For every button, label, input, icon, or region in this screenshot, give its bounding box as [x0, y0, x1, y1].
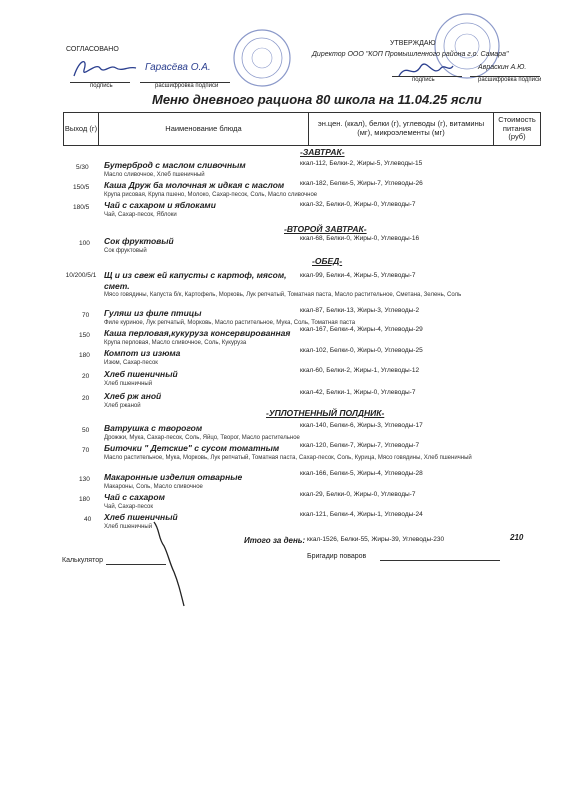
item-nutrition: ккал-121, Белки-4, Жиры-1, Углеводы-24	[300, 511, 423, 518]
item-ingredients: Масло сливочное, Хлеб пшеничный	[104, 172, 205, 178]
signature-label-left: подпись	[90, 83, 113, 89]
signature-label-right: подпись	[412, 77, 435, 83]
item-nutrition: ккал-166, Белки-5, Жиры-4, Углеводы-28	[300, 470, 423, 477]
item-ingredients: Крупа перловая, Масло сливочное, Соль, Кукуруза	[104, 340, 247, 346]
item-output: 20	[82, 373, 90, 380]
item-output: 150/5	[73, 184, 90, 191]
section-title: -УПЛОТНЕННЫЙ ПОЛДНИК-	[266, 408, 385, 418]
page-title: Меню дневного рациона 80 школа на 11.04.25 ясли	[152, 92, 482, 107]
totals-cost: 210	[510, 533, 524, 542]
item-ingredients: Чай, Сахар-песок, Яблоки	[104, 212, 177, 218]
item-nutrition: ккал-112, Белки-2, Жиры-5, Углеводы-15	[300, 160, 423, 167]
item-ingredients: Крупа рисовая, Крупа пшено, Молоко, Сахар-песок, Соль, Масло сливочное	[104, 192, 318, 198]
item-output: 5/30	[76, 164, 89, 171]
totals-label: Итого за день:	[244, 536, 306, 545]
item-name: Ватрушка с творогом	[104, 423, 203, 433]
approved-left-label: СОГЛАСОВАНО	[66, 46, 119, 53]
item-ingredients: Хлеб ржаной	[104, 403, 141, 409]
item-ingredients: Изюм, Сахар-песок	[104, 360, 158, 366]
director-name: Авраскин А.Ю.	[478, 64, 527, 71]
item-name: Биточки " Детские" с сусом томатным	[104, 443, 280, 453]
item-nutrition: ккал-140, Белки-6, Жиры-3, Углеводы-17	[300, 422, 423, 429]
item-name: Каша Друж ба молочная ж идкая с маслом	[104, 180, 285, 190]
item-nutrition: ккал-99, Белки-4, Жиры-5, Углеводы-7	[300, 272, 416, 279]
stamp-left	[232, 28, 292, 88]
item-name: Чай с сахаром	[104, 492, 165, 502]
item-ingredients: Мясо говядины, Капуста б/к, Картофель, Морковь, Лук репчатый, Томатная паста, Масло растительное, Сметана, Зелень, Соль	[104, 292, 462, 298]
item-output: 180/5	[73, 204, 90, 211]
item-output: 70	[82, 447, 90, 454]
section-title: -ОБЕД-	[312, 256, 343, 266]
section-title: -ВТОРОЙ ЗАВТРАК-	[284, 224, 367, 234]
item-nutrition: ккал-102, Белки-0, Жиры-0, Углеводы-25	[300, 347, 423, 354]
item-nutrition: ккал-42, Белки-1, Жиры-0, Углеводы-7	[300, 389, 416, 396]
item-name: Хлеб пшеничный	[104, 369, 178, 379]
totals-value: ккал-1526, Белки-55, Жиры-39, Углеводы-230	[307, 536, 445, 543]
item-name: Гуляш из филе птицы	[104, 308, 202, 318]
decoding-label-left: расшифровка подписи	[155, 83, 219, 89]
item-ingredients: Чай, Сахар-песок	[104, 504, 153, 510]
item-output: 50	[82, 427, 90, 434]
item-name: Хлеб рж аной	[104, 391, 162, 401]
item-nutrition: ккал-29, Белки-0, Жиры-0, Углеводы-7	[300, 491, 416, 498]
item-output: 180	[79, 352, 90, 359]
item-name: Щ и из свеж ей капусты с картоф, мясом, смет.	[104, 270, 287, 291]
col-cost-header: Стоимость питания (руб)	[493, 112, 541, 146]
item-name: Каша перловая,кукуруза консервированная	[104, 328, 291, 338]
item-ingredients: Масло растительное, Мука, Морковь, Лук репчатый, Томатная паста, Сахар-песок, Соль, Курица, Мясо говядины, Хлеб пшеничный	[104, 455, 472, 461]
section-title: -ЗАВТРАК-	[300, 147, 345, 157]
signature-left	[70, 56, 140, 82]
brigadier-label: Бригадир поваров	[307, 553, 367, 560]
item-nutrition: ккал-167, Белки-4, Жиры-4, Углеводы-29	[300, 326, 423, 333]
item-ingredients: Хлеб пшеничный	[104, 524, 153, 530]
item-ingredients: Макароны, Соль, Масло сливочное	[104, 484, 203, 490]
item-name: Макаронные изделия отварные	[104, 472, 243, 482]
item-output: 100	[79, 240, 90, 247]
col-nutrition-header: эн.цен. (ккал), белки (г), углеводы (г), витамины (мг), микроэлементы (мг)	[308, 112, 494, 146]
pen-stroke	[150, 520, 210, 610]
item-output: 10/200/5/1	[65, 272, 97, 279]
item-name: Компот из изюма	[104, 348, 181, 358]
item-output: 180	[79, 496, 90, 503]
item-nutrition: ккал-60, Белки-2, Жиры-1, Углеводы-12	[300, 367, 420, 374]
item-nutrition: ккал-68, Белки-0, Жиры-0, Углеводы-16	[300, 235, 420, 242]
calculator-label: Калькулятор	[62, 557, 103, 564]
item-nutrition: ккал-120, Белки-7, Жиры-7, Углеводы-7	[300, 442, 420, 449]
item-ingredients: Филе куриное, Лук репчатый, Морковь, Масло растительное, Мука, Соль, Томатная паста	[104, 320, 356, 326]
col-name-header: Наименование блюда	[98, 112, 309, 146]
item-ingredients: Дрожжи, Мука, Сахар-песок, Соль, Яйцо, Творог, Масло растительное	[104, 435, 300, 441]
item-output: 70	[82, 312, 90, 319]
item-output: 150	[79, 332, 90, 339]
item-ingredients: Хлеб пшеничный	[104, 381, 153, 387]
item-output: 130	[79, 476, 90, 483]
item-nutrition: ккал-87, Белки-13, Жиры-3, Углеводы-2	[300, 307, 420, 314]
item-output: 20	[82, 395, 90, 402]
item-name: Бутерброд с маслом сливочным	[104, 160, 246, 170]
signature-name-left: Гарасёва О.А.	[145, 62, 211, 73]
item-name: Чай с сахаром и яблоками	[104, 200, 216, 210]
approved-right-label: УТВЕРЖДАЮ	[390, 40, 436, 47]
col-output-header: Выход (г)	[63, 112, 99, 146]
director-text: Директор ООО "КОП Промышленного района г.о. Самара"	[312, 51, 509, 58]
decoding-label-right: расшифровка подписи	[478, 77, 542, 83]
item-nutrition: ккал-32, Белки-0, Жиры-0, Углеводы-7	[300, 201, 416, 208]
item-nutrition: ккал-182, Белки-5, Жиры-7, Углеводы-26	[300, 180, 423, 187]
item-name: Хлеб пшеничный	[104, 512, 178, 522]
item-ingredients: Сок фруктовый	[104, 248, 147, 254]
item-name: Сок фруктовый	[104, 236, 174, 246]
item-output: 40	[84, 516, 92, 523]
